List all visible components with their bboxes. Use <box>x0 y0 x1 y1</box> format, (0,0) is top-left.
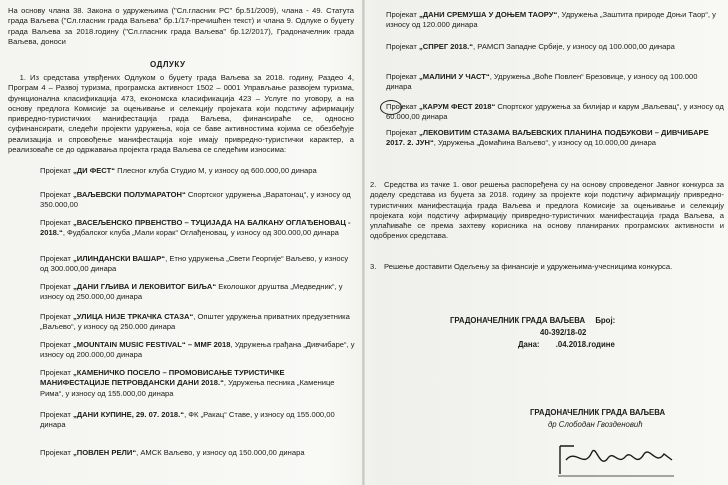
paragraph-1 <box>8 73 354 155</box>
paragraph-2-text: Средства из тачке 1. овог решења распоређена су на основу спроведеног Јавног конкурса за доделу средстава из буџета за 2018. годину за пројекте који подстичу афирмацију привредно-туристичких манифестација града Ваљева и предлога Комисије за оцењивање и селекцију пројеката који подстичу афирмацију привредно-туристичких манифестација града Ваљева, а уплаћиваће се према захтеву корисника на основу планираних програмских активности и одобрених средстава. <box>370 180 724 241</box>
project-item: Пројекат „СПРЕГ 2018.“, РАМСП Западне Србије, у износу од 100.000,00 динара <box>386 42 675 51</box>
paragraph-1-text: Из средстава утврђених Одлуком о буџету града Ваљева за 2018. годину, Раздео 4, Програм 4 – Развој туризма, програмска активност 1502 – 0001 Управљање развојем туризма, функционална класификација 473, економска класификација 423 – Услуге по уговору, а на основу предлога Комисије за оцењивање и селекцију пројеката који подстичу афирмацију привредно-туристичких манифестација града Ваљева, финансираће се, односно суфинансирати, следећи пројекти удружења, која се баве активностима којима се обезбеђује реализација и спровођење манифестација које имају привредно-туристички карактер, а реализоваће се до одржавања пројекта града Ваљева се следећим износима: <box>8 73 354 155</box>
paragraph-3 <box>370 262 724 272</box>
project-name: „СПРЕГ 2018.“ <box>418 42 474 51</box>
mayor-title: ГРАДОНАЧЕЛНИК ГРАДА ВАЉЕВА <box>450 316 586 325</box>
project-name: „УЛИЦА НИЈЕ ТРКАЧКА СТАЗА“ <box>72 312 194 321</box>
handwritten-signature <box>556 440 676 480</box>
project-name: „ДАНИ ГЉИВА И ЛЕКОВИТОГ БИЉА“ <box>72 282 217 291</box>
project-name: „ИЛИНДАНСКИ ВАШАР“ <box>72 254 166 263</box>
mayor-name: др Слободан Гвозденовић <box>548 420 643 429</box>
project-name: „ДИ ФЕСТ“ <box>72 166 116 175</box>
project-name: „ДАНИ СРЕМУША У ДОЊЕМ ТАОРУ“ <box>418 10 558 19</box>
document-date <box>518 340 615 350</box>
project-item: Пројекат „ДИ ФЕСТ“ Плесног клуба Студио М, у износу од 600.000,00 динара <box>40 166 317 175</box>
broj-label: Број: <box>595 316 616 325</box>
project-item: Пројекат „ИЛИНДАНСКИ ВАШАР“, Етно удружења „Свети Георгије“ Ваљево, у износу од 300.000,00 динара <box>40 254 349 274</box>
page-fold-shadow <box>362 0 365 485</box>
project-item: Пројекат „MOUNTAIN MUSIC FESTIVAL“ – MMF 2018, Удружења грађана „Дивчибаре“, у износу од 200.000,00 динара <box>40 340 355 360</box>
preamble-text: На основу члана 38. Закона о удружењима ("Сл.гласник РС" бр.51/2009), члана - 49. Статута града Ваљева ("Сл.гласник града Ваљева" бр.1/17-пречишћен текст) и члана 9. Одлуке о буџету града Ваљева за 2018.годину ("Сл.гласник града Ваљева" бр.12/2017), Градоначелник града Ваљева, доноси <box>8 6 354 46</box>
project-item: Пројекат „КАМЕНИЧКО ПОСЕЛО – ПРОМОВИСАЊЕ ТУРИСТИЧКЕ МАНИФЕСТАЦИЈЕ ПЕТРОВДАНСКИ ДАНИ 2018.“, Удружења песника „Каменице Рима“, у износу од 155.000,00 динара <box>40 368 335 398</box>
paragraph-2-number: 2. <box>370 180 377 189</box>
project-name: „МАЛИНИ У ЧАСТ“ <box>418 72 490 81</box>
project-item: Пројекат „КАРУМ ФЕСТ 2018“ Спортског удружења за билијар и карум „Ваљевац“, у износу од 60.000,00 динара <box>386 102 724 122</box>
project-item: Пројекат „УЛИЦА НИЈЕ ТРКАЧКА СТАЗА“, Општег удружења приватних предузетника „Ваљево“, у износу од 250.000 динара <box>40 312 350 332</box>
project-item: Пројекат „ЛЕКОВИТИМ СТАЗАМА ВАЉЕВСКИХ ПЛАНИНА ПОДБУКОВИ – ДИВЧИБАРЕ 2017. 2. ЈУН“, Удружења „Домаћина Ваљево“, у износу од 10.000,00 динара <box>386 128 709 148</box>
date-value: .04.2018.године <box>555 340 615 349</box>
project-item: Пројекат „МАЛИНИ У ЧАСТ“, Удружења „Воће Повлен“ Брезовице, у износу од 100.000 динара <box>386 72 698 92</box>
mayor-title-bottom: ГРАДОНАЧЕЛНИК ГРАДА ВАЉЕВА <box>530 408 666 417</box>
project-name: „ПОВЛЕН РЕЛИ“ <box>72 448 137 457</box>
project-item: Пројекат „ДАНИ СРЕМУША У ДОЊЕМ ТАОРУ“, Удружења „Заштита природе Доњи Таор“, у износу од 120.000 динара <box>386 10 716 30</box>
project-name: „ЛЕКОВИТИМ СТАЗАМА ВАЉЕВСКИХ ПЛАНИНА ПОДБУКОВИ – ДИВЧИБАРЕ 2017. 2. ЈУН“ <box>386 128 709 148</box>
paragraph-2 <box>370 180 724 242</box>
project-name: „MOUNTAIN MUSIC FESTIVAL“ – MMF 2018 <box>72 340 231 349</box>
project-name: „КАМЕНИЧКО ПОСЕЛО – ПРОМОВИСАЊЕ ТУРИСТИЧКЕ МАНИФЕСТАЦИЈЕ ПЕТРОВДАНСКИ ДАНИ 2018.“ <box>40 368 285 388</box>
date-label: Дана: <box>518 340 540 349</box>
project-name: „ВАЉЕВСКИ ПОЛУМАРАТОН“ <box>72 190 186 199</box>
project-item: Пројекат „ВАСЕЉЕНСКО ПРВЕНСТВО – ТУЦИЈАДА НА БАЛКАНУ ОГЛАЂЕНОВАЦ - 2018.“, Фудбалског клуба „Мали корак“ Оглађеновац, у износу од 300.000,00 динара <box>40 218 351 238</box>
decision-heading: ОДЛУКУ <box>150 60 186 69</box>
project-item: Пројекат „ДАНИ КУПИНЕ, 29. 07. 2018.“, ФК „Ракац“ Ставе, у износу од 155.000,00 динара <box>40 410 335 430</box>
project-item: Пројекат „ПОВЛЕН РЕЛИ“, АМСК Ваљево, у износу од 150.000,00 динара <box>40 448 305 457</box>
project-item: Пројекат „ДАНИ ГЉИВА И ЛЕКОВИТОГ БИЉА“ Еколошког друштва „Медведник“, у износу од 250.000,00 динара <box>40 282 343 302</box>
project-name: „ДАНИ КУПИНЕ, 29. 07. 2018.“ <box>72 410 185 419</box>
project-item: Пројекат „ВАЉЕВСКИ ПОЛУМАРАТОН“ Спортског удружења „Варатонац“, у износу од 350.000,00 <box>40 190 351 210</box>
paragraph-1-number: 1. <box>19 73 26 82</box>
document-number: 40-392/18-02 <box>540 328 587 337</box>
project-name: „ВАСЕЉЕНСКО ПРВЕНСТВО – ТУЦИЈАДА НА БАЛКАНУ ОГЛАЂЕНОВАЦ - 2018.“ <box>40 218 351 238</box>
signature-block-top <box>450 316 615 326</box>
paragraph-3-text: Решење доставити Одељењу за финансије и удружењима-учесницима конкурса. <box>384 262 673 271</box>
project-name: „КАРУМ ФЕСТ 2018“ <box>418 102 496 111</box>
paragraph-3-number: 3. <box>370 262 377 271</box>
